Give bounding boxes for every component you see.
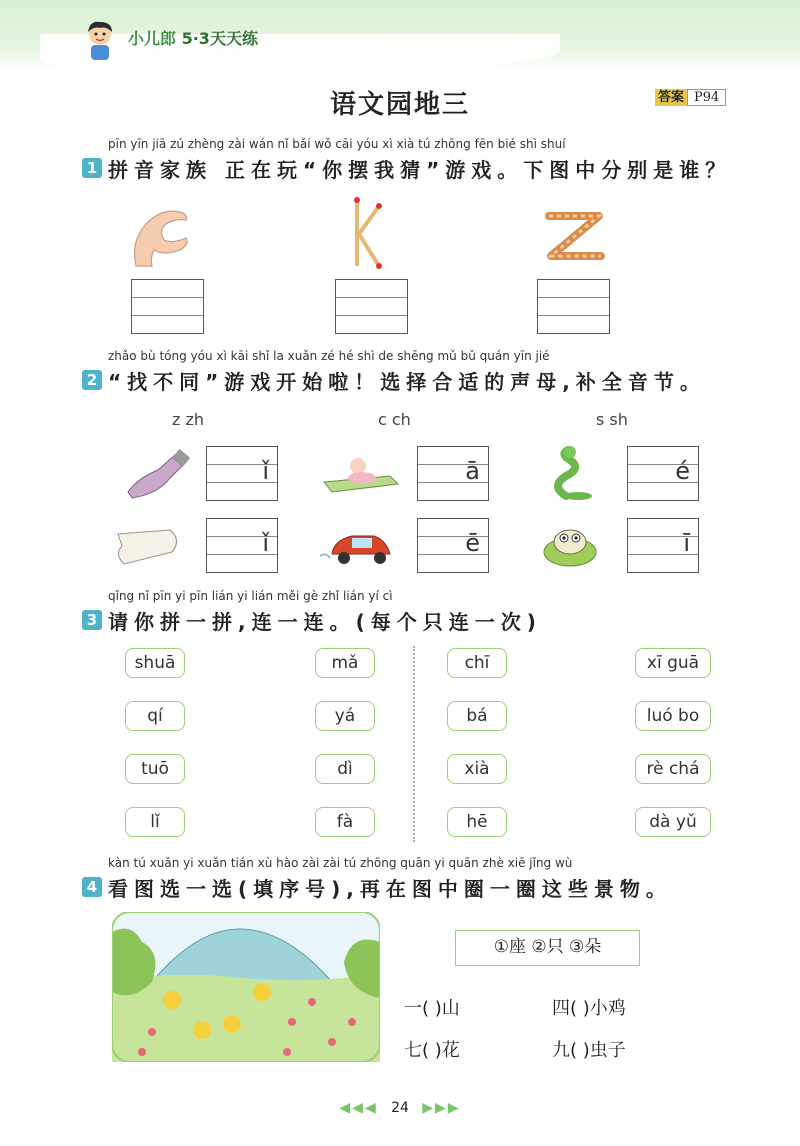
q3-syllable[interactable]: fà <box>315 807 375 837</box>
answer-page: P94 <box>687 89 726 106</box>
brand-title <box>128 26 258 49</box>
hand-c-icon <box>128 200 198 270</box>
q4-fill-3[interactable]: 七( )花 <box>404 1040 460 1061</box>
q4-fill-2[interactable]: 四( )小鸡 <box>552 998 626 1019</box>
page-title: 语文园地三 <box>329 90 470 120</box>
q2-ending-6: ī <box>683 529 690 557</box>
q3-syllable[interactable]: qí <box>125 701 185 731</box>
q2-options-s-sh: s sh <box>596 410 628 429</box>
right-arrows-icon: ▶▶▶ <box>422 1100 461 1116</box>
q2-text: “找不同”游戏开始啦！选择合适的声母,补全音节。 <box>108 370 706 394</box>
boy-mascot-icon <box>82 20 118 62</box>
q2-options-z-zh: z zh <box>172 410 205 429</box>
q4-text: 看图选一选(填序号),再在图中圈一圈这些景物。 <box>108 877 672 901</box>
brand-name: 小儿郎 <box>128 29 177 48</box>
answer-reference <box>655 86 726 105</box>
q2-pinyin: zhǎo bù tóng yóu xì kāi shǐ la xuǎn zé hé shì de shēng mǔ bǔ quán yīn jié <box>108 349 550 363</box>
q4-choice-box: ①座 ②只 ③朵 <box>455 930 640 966</box>
q1-text: 拼音家族 正在玩“你摆我猜”游戏。下图中分别是谁？ <box>108 158 732 182</box>
q3-syllable[interactable]: dì <box>315 754 375 784</box>
q2-number: 2 <box>82 370 102 390</box>
q3-syllable[interactable]: shuā <box>125 648 185 678</box>
q3-word[interactable]: luó bo <box>635 701 711 731</box>
matchstick-k-icon <box>343 196 393 270</box>
left-arrows-icon: ◀◀◀ <box>339 1100 378 1116</box>
q3-syllable[interactable]: mǎ <box>315 648 375 678</box>
frog-on-leaf-icon <box>540 518 602 570</box>
baby-on-table-icon <box>320 452 400 498</box>
q3-syllable[interactable]: hē <box>447 807 507 837</box>
q4-number: 4 <box>82 877 102 897</box>
q3-syllable[interactable]: tuō <box>125 754 185 784</box>
q4-pinyin: kàn tú xuǎn yi xuǎn tián xù hào zài zài tú zhōng quān yi quān zhè xiē jǐng wù <box>108 856 573 870</box>
q2-ending-4: ǐ <box>262 529 269 557</box>
q1-pinyin: pīn yīn jiā zú zhèng zài wán nǐ bǎi wǒ cāi yóu xì xià tú zhōng fēn bié shì shuí <box>108 137 566 151</box>
q2-options-c-ch: c ch <box>378 410 411 429</box>
q3-syllable[interactable]: chī <box>447 648 507 678</box>
q2-answer-box-4[interactable] <box>206 518 278 573</box>
q2-ending-3: é <box>675 457 690 485</box>
q3-syllable[interactable]: bá <box>447 701 507 731</box>
q3-pinyin: qǐng nǐ pīn yi pīn lián yi lián měi gè zhǐ lián yí cì <box>108 589 393 603</box>
q2-ending-2: ā <box>465 457 480 485</box>
q3-word[interactable]: rè chá <box>635 754 711 784</box>
q1-answer-box-2[interactable] <box>335 279 408 334</box>
q2-answer-box-3[interactable] <box>627 446 699 501</box>
q3-text: 请你拼一拼,连一连。(每个只连一次) <box>108 610 542 634</box>
paint-tube-icon <box>118 448 192 500</box>
q2-answer-box-1[interactable] <box>206 446 278 501</box>
q2-answer-box-6[interactable] <box>627 518 699 573</box>
rope-z-icon <box>543 208 605 264</box>
page-number: 24 <box>391 1100 409 1116</box>
q2-ending-1: ǐ <box>262 457 269 485</box>
q3-divider <box>413 646 415 842</box>
q4-fill-4[interactable]: 九( )虫子 <box>552 1040 626 1061</box>
q3-word[interactable]: dà yǔ <box>635 807 711 837</box>
q2-answer-box-2[interactable] <box>417 446 489 501</box>
q1-answer-box-1[interactable] <box>131 279 204 334</box>
q2-answer-box-5[interactable] <box>417 518 489 573</box>
answer-label: 答案 <box>655 89 687 106</box>
q1-number: 1 <box>82 158 102 178</box>
q3-syllable[interactable]: xià <box>447 754 507 784</box>
q2-ending-5: ē <box>465 529 480 557</box>
snake-icon <box>548 446 598 502</box>
q3-number: 3 <box>82 610 102 630</box>
series-name: 5·3天天练 <box>181 29 258 48</box>
page-footer <box>0 1100 800 1116</box>
q1-answer-box-3[interactable] <box>537 279 610 334</box>
red-car-icon <box>318 524 398 568</box>
meadow-scene-image <box>112 912 380 1062</box>
q3-syllable[interactable]: lǐ <box>125 807 185 837</box>
q4-fill-1[interactable]: 一( )山 <box>404 998 460 1019</box>
paper-scroll-icon <box>112 524 184 572</box>
q3-word[interactable]: xī guā <box>635 648 711 678</box>
q3-syllable[interactable]: yá <box>315 701 375 731</box>
